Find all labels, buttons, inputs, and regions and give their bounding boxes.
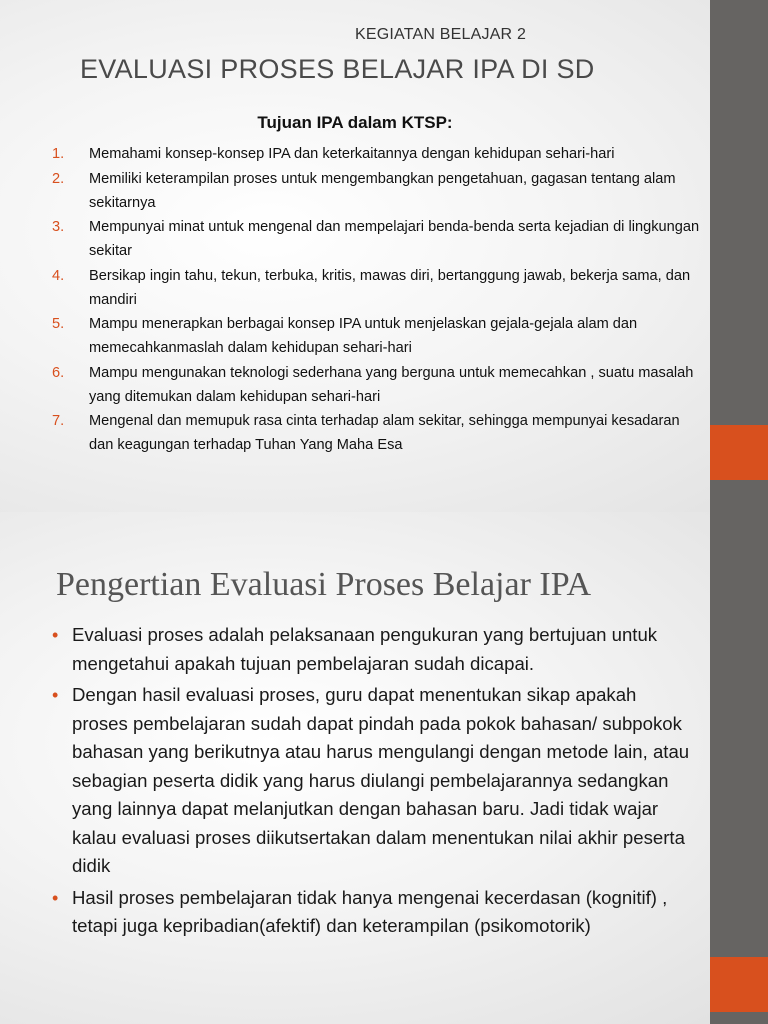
list-item-number: 4. [52, 267, 65, 284]
bullet-item [52, 884, 692, 941]
bullet-item [52, 681, 692, 881]
side-bar [710, 512, 768, 1024]
list-item-number: 5. [52, 316, 65, 332]
list-item-number: 7. [52, 413, 65, 429]
list-item-text: Mampu mengunakan teknologi sederhana yang berguna untuk memecahkan , suatu masalah yang ditemukan dalam kehidupan sehari-hari [89, 364, 694, 405]
slide-heading: Pengertian Evaluasi Proses Belajar IPA [56, 566, 592, 603]
bullet-item [52, 621, 692, 678]
list-item [52, 142, 702, 166]
bullet-text: Hasil proses pembelajaran tidak hanya mengenai kecerdasan (kognitif) , tetapi juga kepribadian(afektif) dan keterampilan (psikomotorik) [72, 886, 668, 936]
list-item [52, 264, 702, 312]
side-accent [710, 957, 768, 1012]
list-item-number: 1. [52, 146, 65, 162]
bullet-list [52, 621, 692, 944]
bullet-icon: • [52, 887, 59, 908]
list-item-number: 6. [52, 364, 65, 381]
list-item [52, 361, 702, 409]
list-item-text: Memiliki keterampilan proses untuk mengembangkan pengetahuan, gagasan tentang alam sekitarnya [89, 170, 676, 211]
list-item [52, 167, 702, 215]
bullet-text: Dengan hasil evaluasi proses, guru dapat menentukan sikap apakah proses pembelajaran sudah dapat pindah pada pokok bahasan/ subpokok bahasan yang berikutnya atau harus mengulangi dengan metode lain, atau sebagian peserta didik yang harus diulangi pembelajarannya sedangkan yang lainnya dapat melanjutkan dengan bahasan baru. Jadi tidak wajar kalau evaluasi proses diikutsertakan dalam menentukan nilai akhir peserta didik [72, 684, 690, 876]
list-item [52, 312, 702, 360]
slide-title: EVALUASI PROSES BELAJAR IPA DI SD [80, 54, 595, 84]
bullet-icon: • [52, 685, 59, 705]
list-item-number: 2. [52, 170, 65, 187]
list-item-number: 3. [52, 219, 65, 235]
bullet-text: Evaluasi proses adalah pelaksanaan pengukuran yang bertujuan untuk mengetahui apakah tujuan pembelajaran sudah dicapai. [72, 624, 658, 674]
list-item [52, 409, 702, 457]
list-item-text: Mampu menerapkan berbagai konsep IPA untuk menjelaskan gejala-gejala alam dan memecahkanmaslah dalam kehidupan sehari-hari [89, 316, 638, 356]
list-item-text: Mempunyai minat untuk mengenal dan mempelajari benda-benda serta kejadian di lingkungan sekitar [89, 219, 700, 259]
slide-2 [0, 512, 768, 1024]
slide-kicker: KEGIATAN BELAJAR 2 [355, 26, 527, 43]
list-item-text: Memahami konsep-konsep IPA dan keterkaitannya dengan kehidupan sehari-hari [89, 146, 615, 162]
side-accent [710, 425, 768, 480]
list-item-text: Bersikap ingin tahu, tekun, terbuka, kritis, mawas diri, bertanggung jawab, bekerja sama, dan mandiri [89, 267, 691, 308]
bullet-icon: • [52, 625, 59, 645]
section-subtitle: Tujuan IPA dalam KTSP: [257, 113, 453, 132]
list-item-text: Mengenal dan memupuk rasa cinta terhadap alam sekitar, sehingga mempunyai kesadaran dan keagungan terhadap Tuhan Yang Maha Esa [89, 413, 680, 453]
goal-list [52, 142, 702, 458]
list-item [52, 215, 702, 263]
